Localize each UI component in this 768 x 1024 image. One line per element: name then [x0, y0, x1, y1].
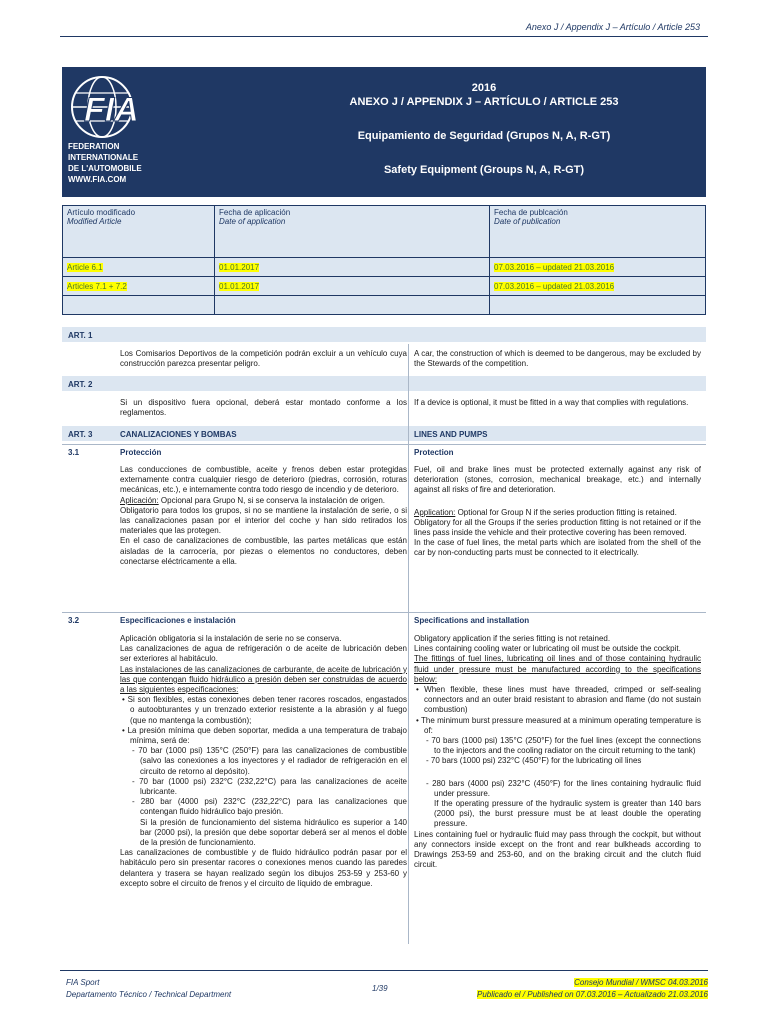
title-banner — [62, 67, 706, 197]
article-number: ART. 2 — [68, 380, 93, 389]
section-title-es: Especificaciones e instalación — [120, 616, 236, 625]
article-header — [62, 327, 706, 342]
footer-rule — [60, 970, 708, 971]
section-title-en: Specifications and installation — [414, 616, 530, 625]
section-body-es: Aplicación obligatoria si la instalación de serie no se conserva. Las canalizaciones de agua de refrigeración o de aceite de lubricación deben ser exteriores al habitáculo. Las instalaciones de las canalizaciones de carburante, de aceite de lubricación y las que contengan fluido hidráulico a presión deben ser construidas de acuerdo a las siguientes especificaciones: • Si son flexibles, estas conexiones deben tener racores roscados, engastados o autoobturantes y un trenzado exterior resistente a la abrasión y al fuego (que no mantenga la combustión); • La presión mínima que deben soportar, medida a una temperatura de trabajo mínima, será de: - 70 bar (1000 psi) 135°C (250°F) para las canalizaciones de combustible (salvo las conexiones a los inyectores y el radiador de refrigeración en el circuito de retorno al depósito). - 70 bar (1000 psi) 232°C (232,22°C) para las canalizaciones de aceite lubricante. - 280 bar (4000 psi) 232°C (232,22°C) para las canalizaciones que contengan fluido hidráulico bajo presión. Si la presión de funcionamiento del sistema hidráulico es superior a 140 bar (2000 psi), la presión que debe soportar deberá ser al menos el doble de la presión de funcionamiento. Las canalizaciones de combustible y de fluido hidráulico podrán pasar por el habitáculo pero sin presentar racores o conexiones menos cuando las paredes delantera y trasera se hayan realizado según los dibujos 253-59 y 253-60 y excepto sobre el circuito de frenos y el circuito de líquido de embrague. — [120, 634, 408, 888]
table-cell: Article 6.1 — [67, 262, 103, 272]
article-text-en: A car, the construction of which is deemed to be dangerous, may be excluded by the Stewards of the competition. — [414, 349, 701, 369]
table-cell: Articles 7.1 + 7.2 — [67, 281, 127, 291]
table-cell: 07.03.2016 – updated 21.03.2016 — [494, 281, 615, 291]
footer-department: Departamento Técnico / Technical Department — [66, 990, 232, 999]
table-row-empty — [63, 296, 706, 315]
article-text-es: Los Comisarios Deportivos de la competición podrán excluir a un vehículo cuya construcción parezca presentar peligro. — [120, 349, 407, 369]
org-line: FEDERATION — [68, 142, 120, 151]
article-title-en: LINES AND PUMPS — [414, 430, 488, 439]
running-head: Anexo J / Appendix J – Artículo / Article 253 — [525, 22, 700, 32]
section-body-en: Fuel, oil and brake lines must be protected externally against any risk of deterioration (stones, corrosion, mechanical breakage, etc.) and internally against all risks of fire and deterioration. Application: Optional for Group N if the series production fitting is retained. Obligatory for all the Groups if the series production fitting is not retained or if the lines pass inside the vehicle and their protective covering has been removed. In the case of fuel lines, the metal parts which are isolated from the shell of the car by non-conducting parts must be connected to it electrically. — [414, 465, 701, 558]
fia-organization — [68, 141, 142, 185]
article-title-es: CANALIZACIONES Y BOMBAS — [120, 430, 237, 439]
article-text-en: If a device is optional, it must be fitted in a way that complies with regulations. — [414, 398, 689, 407]
modifications-table — [62, 205, 706, 315]
footer-published: Publicado el / Published on 07.03.2016 – Actualizado 21.03.2016 — [477, 990, 708, 999]
table-cell: 07.03.2016 – updated 21.03.2016 — [494, 262, 615, 272]
table-header-row — [63, 206, 706, 258]
org-website: WWW.FIA.COM — [68, 175, 127, 184]
section-title-es: Protección — [120, 448, 162, 457]
article-number: ART. 1 — [68, 331, 93, 340]
document-year: 2016 — [471, 82, 497, 94]
column-header: Artículo modificado Modified Article — [63, 206, 215, 258]
fia-logo-icon — [68, 73, 160, 145]
article-header — [62, 376, 706, 391]
article-header — [62, 426, 706, 441]
table-row — [63, 277, 706, 296]
footer-council: Consejo Mundial / WMSC 04.03.2016 — [574, 978, 708, 987]
document-title-es: Equipamiento de Seguridad (Grupos N, A, R-GT) — [357, 130, 611, 142]
table-row — [63, 258, 706, 277]
section-body-es: Las conducciones de combustible, aceite y frenos deben estar protegidas externamente contra cualquier riesgo de deterioro (piedras, corrosión, roturas mecánicas, etc.), e internamente contra todo riesgo de incendio y de deterioro. Aplicación: Opcional para Grupo N, si se conserva la instalación de origen. Obligatorio para todos los grupos, si no se mantiene la instalación de serie, o si las canalizaciones pasan por el interior del coche y han sido retirados los materiales que las protegen. En el caso de canalizaciones de combustible, las partes metálicas que están aisladas de la carrocería, por piezas o elementos no conductores, deben conectarse eléctricamente a ella. — [120, 465, 407, 566]
section-number: 3.1 — [68, 448, 80, 457]
document-title-en: Safety Equipment (Groups N, A, R-GT) — [383, 164, 585, 176]
section-body-en: Obligatory application if the series fitting is not retained. Lines containing cooling water or lubricating oil must be outside the cockpit. The fittings of fuel lines, lubricating oil lines and of those containing hydraulic fluid under pressure must be manufactured according to the specifications below: • When flexible, these lines must have threaded, crimped or self-sealing connectors and an outer braid resistant to abrasion and flame (do not sustain combustion) • The minimum burst pressure measured at a minimum operating temperature is of: - 70 bars (1000 psi) 135°C (250°F) for the fuel lines (except the connections to the injectors and the cooling radiator on the circuit returning to the tank) - 70 bars (1000 psi) 232°C (450°F) for the lubricating oil lines - 280 bars (4000 psi) 232°C (450°F) for the lines containing hydraulic fluid under pressure. If the operating pressure of the hydraulic system is greater than 140 bars (2000 psi), the burst pressure must be at least double the operating pressure. Lines containing fuel or hydraulic fluid may pass through the cockpit, but without any connectors inside except on the front and rear bulkheads according to Drawings 253-59 and 253-60, and on the braking circuit and the clutch fluid circuit. — [414, 634, 701, 870]
article-number: ART. 3 — [68, 430, 93, 439]
document-annex: ANEXO J / APPENDIX J – ARTÍCULO / ARTICLE 253 — [349, 96, 619, 108]
table-cell: 01.01.2017 — [219, 281, 260, 291]
column-header: Fecha de aplicación Date of application — [215, 206, 490, 258]
footer-org: FIA Sport — [66, 978, 100, 987]
section-title-en: Protection — [414, 448, 454, 457]
banner-titles — [262, 81, 706, 177]
org-line: INTERNATIONALE — [68, 153, 139, 162]
header-rule — [60, 36, 708, 37]
fia-logo-text: FIA — [84, 91, 139, 129]
table-cell: 01.01.2017 — [219, 262, 260, 272]
page-number: 1/39 — [372, 984, 388, 993]
article-text-es: Si un dispositivo fuera opcional, deberá estar montado conforme a los reglamentos. — [120, 398, 407, 418]
column-header: Fecha de publcación Date of publication — [490, 206, 706, 258]
org-line: DE L'AUTOMOBILE — [68, 164, 142, 173]
section-number: 3.2 — [68, 616, 80, 625]
